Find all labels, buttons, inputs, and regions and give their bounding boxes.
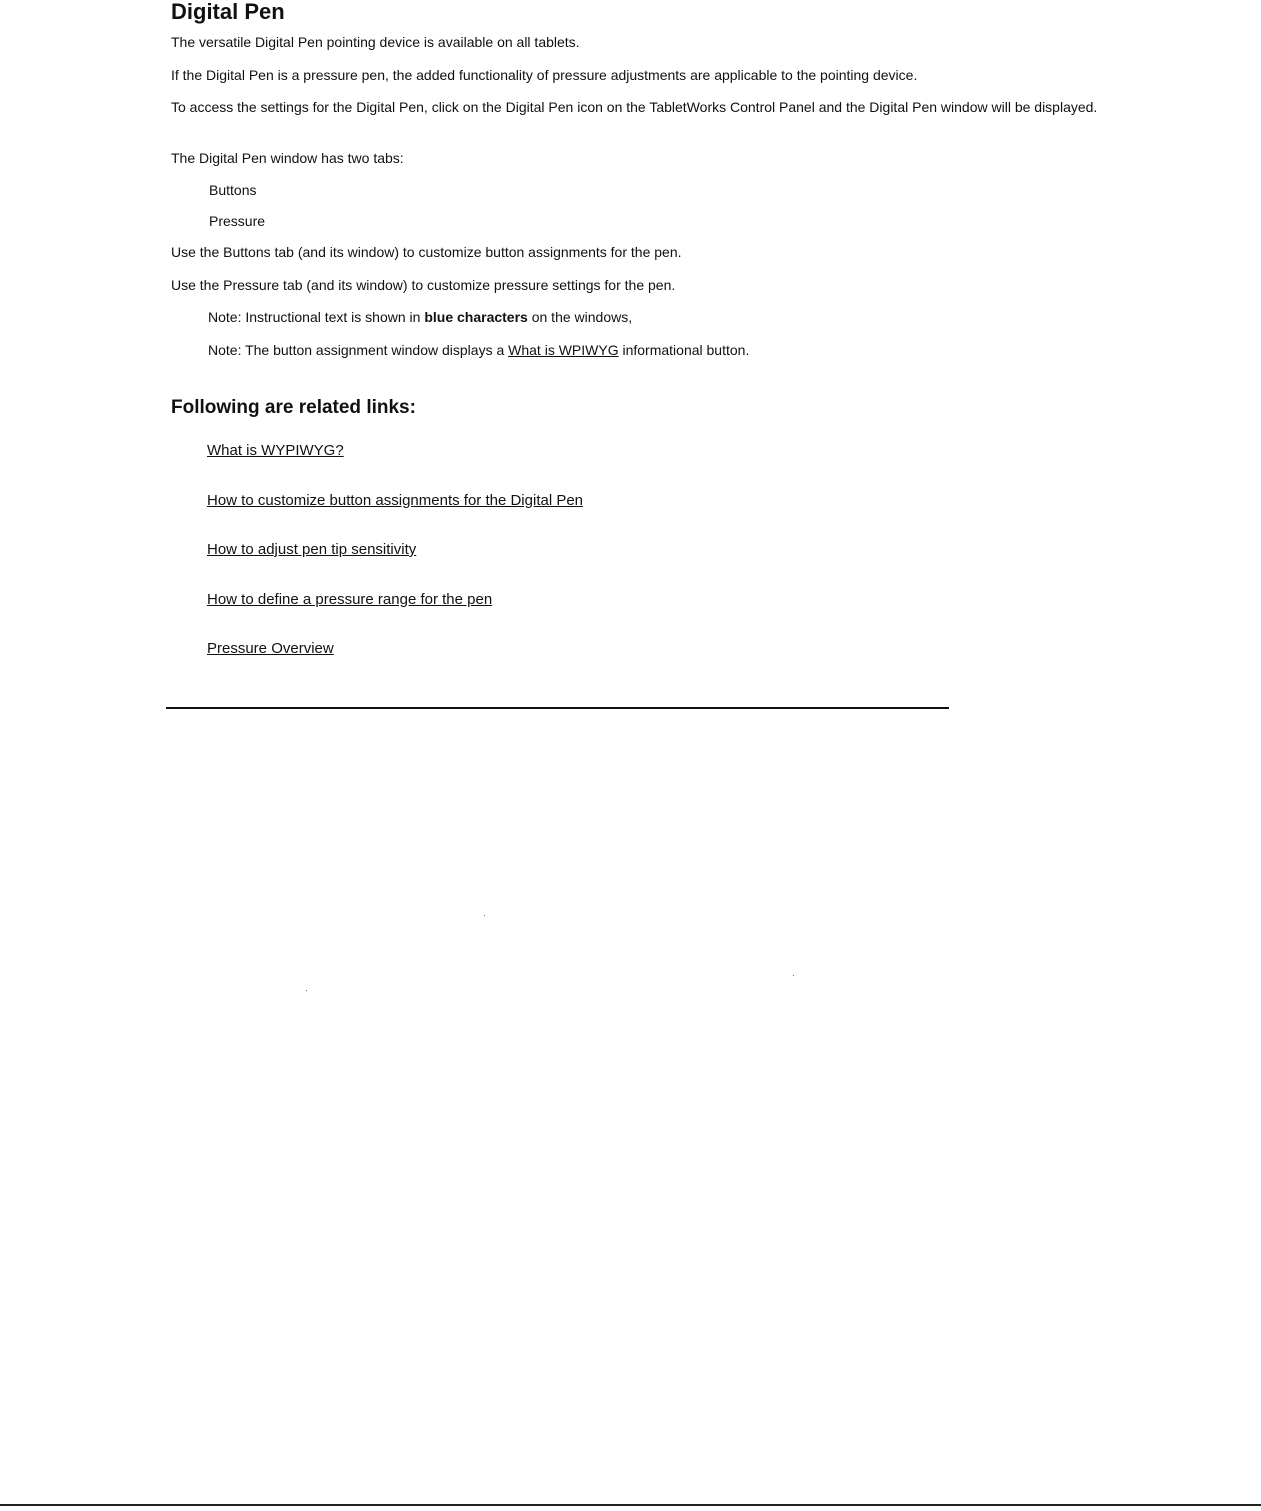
note2-text-after: informational button. [618, 342, 750, 358]
tabs-intro-paragraph: The Digital Pen window has two tabs: [171, 150, 404, 166]
note1-text-after: on the windows, [527, 309, 633, 325]
list-item [207, 490, 583, 540]
intro-paragraph: The versatile Digital Pen pointing device is available on all tablets. [171, 34, 580, 50]
what-is-wpiwyg-link[interactable]: What is WPIWYG [508, 342, 619, 358]
pressure-tab-paragraph: Use the Pressure tab (and its window) to customize pressure settings for the pen. [171, 277, 676, 293]
related-links-heading: Following are related links: [171, 397, 416, 418]
link-define-pressure-range[interactable]: How to define a pressure range for the pen [207, 590, 493, 608]
scan-speck [484, 915, 485, 916]
page-bottom-edge [0, 1504, 1261, 1506]
link-what-is-wypiwyg[interactable]: What is WYPIWYG? [207, 442, 344, 459]
access-settings-paragraph: To access the settings for the Digital Pen, click on the Digital Pen icon on the TabletWorks Control Panel and the Digital Pen window will be displayed. [171, 99, 1098, 115]
note-button-assignment [208, 341, 749, 359]
tab-name-pressure: Pressure [209, 213, 266, 229]
note-instructional-text [208, 308, 632, 326]
scan-speck [306, 990, 307, 991]
note1-text-before: Note: Instructional text is shown in [208, 309, 425, 325]
page-title: Digital Pen [171, 0, 285, 24]
link-customize-button-assignments[interactable]: How to customize button assignments for the Digital Pen [207, 491, 584, 509]
link-pressure-overview[interactable]: Pressure Overview [207, 640, 334, 657]
pressure-pen-paragraph: If the Digital Pen is a pressure pen, the added functionality of pressure adjustments are applicable to the pointing device. [171, 67, 918, 83]
related-links-list [207, 440, 583, 688]
tab-name-buttons: Buttons [209, 182, 257, 198]
note2-text-before: Note: The button assignment window displays a [208, 342, 509, 358]
list-item [207, 638, 583, 688]
document-page [171, 0, 1131, 657]
section-divider [166, 707, 949, 709]
scan-speck [793, 975, 794, 976]
buttons-tab-paragraph: Use the Buttons tab (and its window) to customize button assignments for the pen. [171, 244, 682, 260]
link-adjust-pen-tip-sensitivity[interactable]: How to adjust pen tip sensitivity [207, 541, 417, 558]
list-item [207, 589, 583, 639]
note1-bold-text: blue characters [424, 309, 528, 325]
list-item [207, 539, 583, 589]
list-item [207, 440, 583, 490]
